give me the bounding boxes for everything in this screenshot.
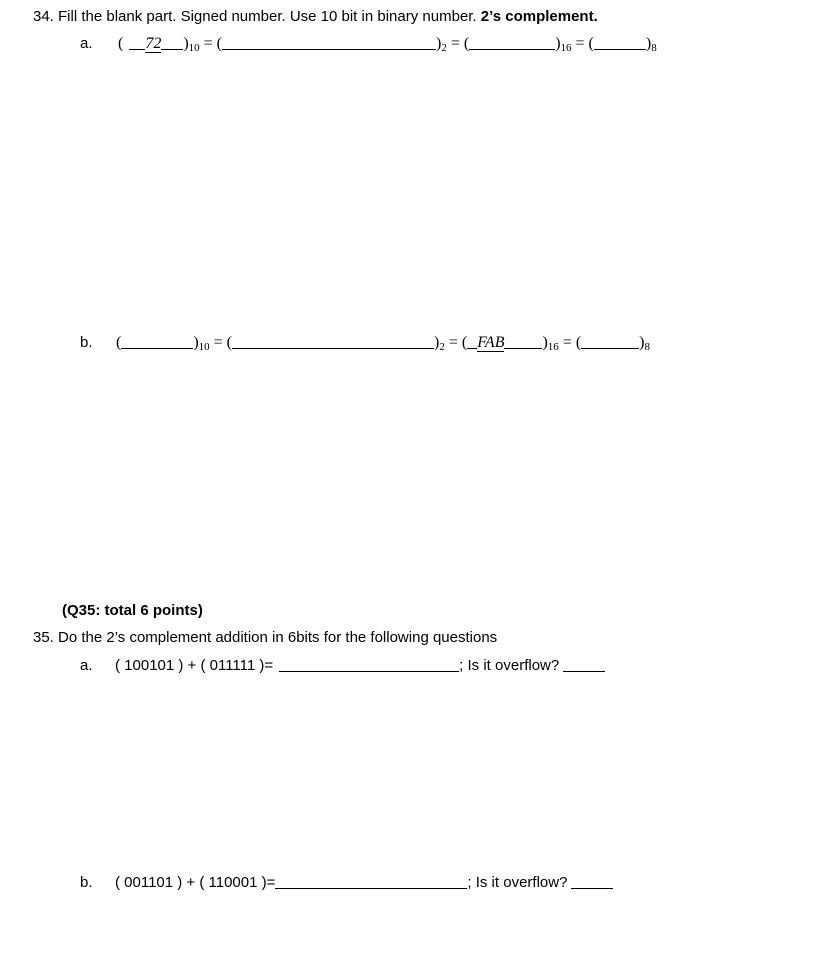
q35-b-label: b. xyxy=(80,874,93,891)
q34-b-close-paren-2: ) xyxy=(434,334,440,351)
q35-b-overflow-question: ; Is it overflow? xyxy=(467,874,568,891)
q34-a-close-paren-2: ) xyxy=(436,35,442,52)
q34-b-open-paren: ( xyxy=(116,334,122,351)
q34-b-octal-blank[interactable] xyxy=(581,334,639,349)
q35-a-overflow-blank[interactable] xyxy=(563,657,605,672)
q34-a-base2: 2 xyxy=(441,42,447,54)
q34-b-base8: 8 xyxy=(644,341,650,353)
q34-b-binary-blank[interactable] xyxy=(232,334,434,349)
q34-b-label: b. xyxy=(80,334,93,351)
q34-a-hex-blank[interactable] xyxy=(469,35,555,50)
q34-a-eq2: = ( xyxy=(446,35,470,52)
q35-b-answer-blank[interactable] xyxy=(275,874,467,889)
q34-b-close-paren-10: ) xyxy=(193,334,199,351)
q34-a-decimal-value: 72 xyxy=(145,35,162,52)
q34-a-eq1: = ( xyxy=(199,35,223,52)
q34-b-hex-blank-trail[interactable] xyxy=(504,334,542,349)
q34-b-close-paren-16: ) xyxy=(542,334,548,351)
q34-b-eq2: = ( xyxy=(444,334,468,351)
q34-a-base16: 16 xyxy=(560,42,572,54)
q35-a-expression: ( 100101 ) + ( 011111 )= xyxy=(115,657,274,674)
q34-a-row xyxy=(80,35,657,57)
q34-b-base2: 2 xyxy=(439,341,445,353)
q34-heading-end: . xyxy=(593,8,598,25)
q34-a-binary-blank[interactable] xyxy=(222,35,436,50)
q34-a-base10: 10 xyxy=(188,42,200,54)
q35-a-label: a. xyxy=(80,657,93,674)
q34-heading xyxy=(33,8,598,26)
q35-a-overflow-question: ; Is it overflow? xyxy=(459,657,560,674)
q35-points: (Q35: total 6 points) xyxy=(62,602,203,619)
q35-b-expression: ( 001101 ) + ( 110001 )= xyxy=(115,874,276,891)
q34-a-close-paren-10: ) xyxy=(183,35,189,52)
q34-b-row xyxy=(80,334,650,356)
q35-a-row xyxy=(80,657,605,675)
q34-a-eq3: = ( xyxy=(571,35,594,52)
q34-heading-text: 34. Fill the blank part. Signed number. Use 10 bit in binary number. xyxy=(33,8,481,25)
q34-b-eq1: = ( xyxy=(209,334,233,351)
q34-b-hex-value: FAB xyxy=(477,334,505,351)
q34-heading-bold: 2’s complement xyxy=(480,8,594,25)
q34-a-base8: 8 xyxy=(651,42,657,54)
q34-a-open-paren: ( xyxy=(118,35,124,52)
q34-a-decimal-blank-trail[interactable] xyxy=(161,35,183,50)
q34-b-decimal-blank[interactable] xyxy=(121,334,193,349)
q35-b-overflow-blank[interactable] xyxy=(571,874,613,889)
q34-a-close-paren-16: ) xyxy=(555,35,561,52)
q35-b-row xyxy=(80,874,613,892)
q34-a-decimal-blank-lead[interactable] xyxy=(129,35,145,50)
q34-b-base10: 10 xyxy=(198,341,210,353)
q34-b-base16: 16 xyxy=(547,341,559,353)
q34-b-close-paren-8: ) xyxy=(639,334,645,351)
q35-a-answer-blank[interactable] xyxy=(279,657,459,672)
q34-a-octal-blank[interactable] xyxy=(594,35,646,50)
q34-b-hex-blank-lead[interactable] xyxy=(467,334,477,349)
q34-a-close-paren-8: ) xyxy=(645,35,652,52)
q35-heading: 35. Do the 2’s complement addition in 6bits for the following questions xyxy=(33,629,498,646)
q34-b-eq3: = ( xyxy=(558,334,582,351)
q34-a-label: a. xyxy=(80,35,93,52)
